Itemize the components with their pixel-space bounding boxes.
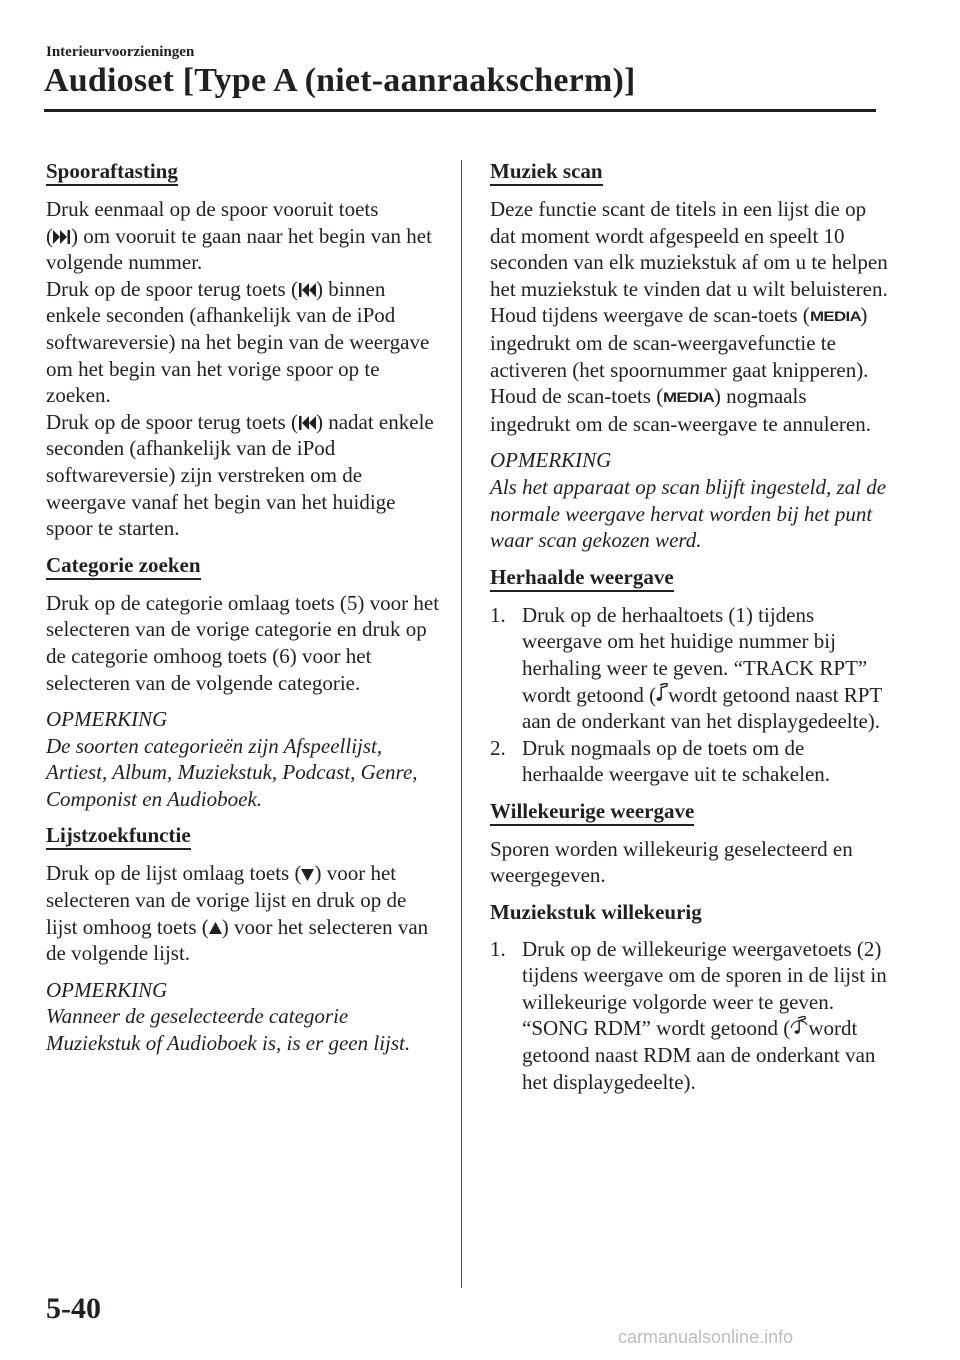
subheading-song-random: Muziekstuk willekeurig	[490, 900, 702, 925]
paragraph-track-forward: Druk eenmaal op de spoor vooruit toets ( ) om vooruit te gaan naar het begin van het volgende nummer. Druk op de spoor terug toets ( ) binnen enkele seconden (afhankelijk van de iPod softwareversie) na het begin van de weergave om het begin van het vorige spoor op te zoeken. Druk op de spoor terug toets ( ) nadat enkele seconden (afhankelijk van de iPod softwareversie) zijn verstreken om de weergave vanaf het begin van het huidige spoor te starten.	[46, 197, 434, 541]
header-divider	[44, 109, 876, 112]
shuffle-note-icon	[790, 1016, 808, 1036]
section-label: Interieurvoorzieningen	[46, 44, 195, 60]
paragraph-music-scan: Deze functie scant de titels in een lijst die op dat moment wordt afgespeeld en speelt 10 seconden van elk muziekstuk af om u te helpen het muziekstuk te vinden dat u wilt beluisteren.	[490, 197, 888, 301]
paragraph-category-search: Druk op de categorie omlaag toets (5) voor het selecteren van de vorige categorie en druk op de categorie omhoog toets (6) voor het selecteren van de volgende categorie.	[46, 590, 440, 695]
note-text: Als het apparaat op scan blijft ingesteld, zal de normale weergave hervat worden bij het punt waar scan gekozen werd.	[490, 474, 887, 553]
right-column	[490, 158, 890, 1105]
media-button-icon: MEDIA	[809, 308, 861, 325]
left-column	[46, 158, 442, 1067]
repeat-steps	[490, 602, 890, 788]
paragraph-list-search: Druk op de lijst omlaag toets ( ) voor het selecteren van de vorige lijst en druk op de lijst omhoog toets ( ) voor het selecteren van de volgende lijst.	[46, 861, 429, 966]
heading-music-scan: Muziek scan	[490, 159, 603, 186]
note-label: OPMERKING	[490, 448, 612, 473]
column-divider	[461, 160, 462, 1288]
music-note-icon	[656, 683, 668, 703]
media-button-icon: MEDIA	[663, 389, 715, 406]
paragraph-scan-button: Houd tijdens weergave de scan-toets (MEDIA) ingedrukt om de scan-weergavefunctie te activeren (het spoornummer gaat knipperen). Houd de scan-toets (MEDIA) nogmaals ingedrukt om de scan-weergave te annuleren.	[490, 303, 871, 436]
page-number: 5-40	[46, 1292, 101, 1325]
heading-category-search: Categorie zoeken	[46, 553, 201, 580]
note-label: OPMERKING	[46, 707, 168, 732]
page-title: Audioset [Type A (niet-aanraakscherm)]	[44, 62, 636, 99]
triangle-up-icon	[209, 922, 222, 935]
heading-track-search: Spooraftasting	[46, 159, 178, 186]
watermark: carmanualsonline.info	[618, 1327, 794, 1347]
track-back-icon	[298, 283, 316, 297]
list-item: 1. Druk op de willekeurige weergavetoets (2) tijdens weergave om de sporen in de lijst in willekeurige volgorde weer te geven. “SONG RDM” wordt getoond ( wordt getoond naast RDM aan de onderkant van het displaygedeelte).	[490, 936, 887, 1094]
note-label: OPMERKING	[46, 977, 168, 1002]
paragraph-random: Sporen worden willekeurig geselecteerd en weergegeven.	[490, 836, 853, 888]
note-text: Wanneer de geselecteerde categorie Muziekstuk of Audioboek is, is er geen lijst.	[46, 1004, 411, 1056]
list-item: 2. Druk nogmaals op de toets om de herhaalde weergave uit te schakelen.	[490, 735, 831, 787]
heading-list-search: Lijstzoekfunctie	[46, 823, 191, 850]
heading-repeat-playback: Herhaalde weergave	[490, 565, 674, 592]
triangle-down-icon	[301, 868, 314, 881]
heading-random-playback: Willekeurige weergave	[490, 799, 694, 826]
track-forward-icon	[53, 230, 71, 244]
note-text: De soorten categorieën zijn Afspeellijst, Artiest, Album, Muziekstuk, Podcast, Genre, Componist en Audioboek.	[46, 733, 418, 811]
list-item: 1. Druk op de herhaaltoets (1) tijdens weergave om het huidige nummer bij herhaling weer te geven. “TRACK RPT” wordt getoond ( wordt getoond naast RPT aan de onderkant van het displaygedeelte).	[490, 602, 882, 734]
random-steps	[490, 936, 890, 1096]
track-back-icon	[298, 416, 316, 430]
